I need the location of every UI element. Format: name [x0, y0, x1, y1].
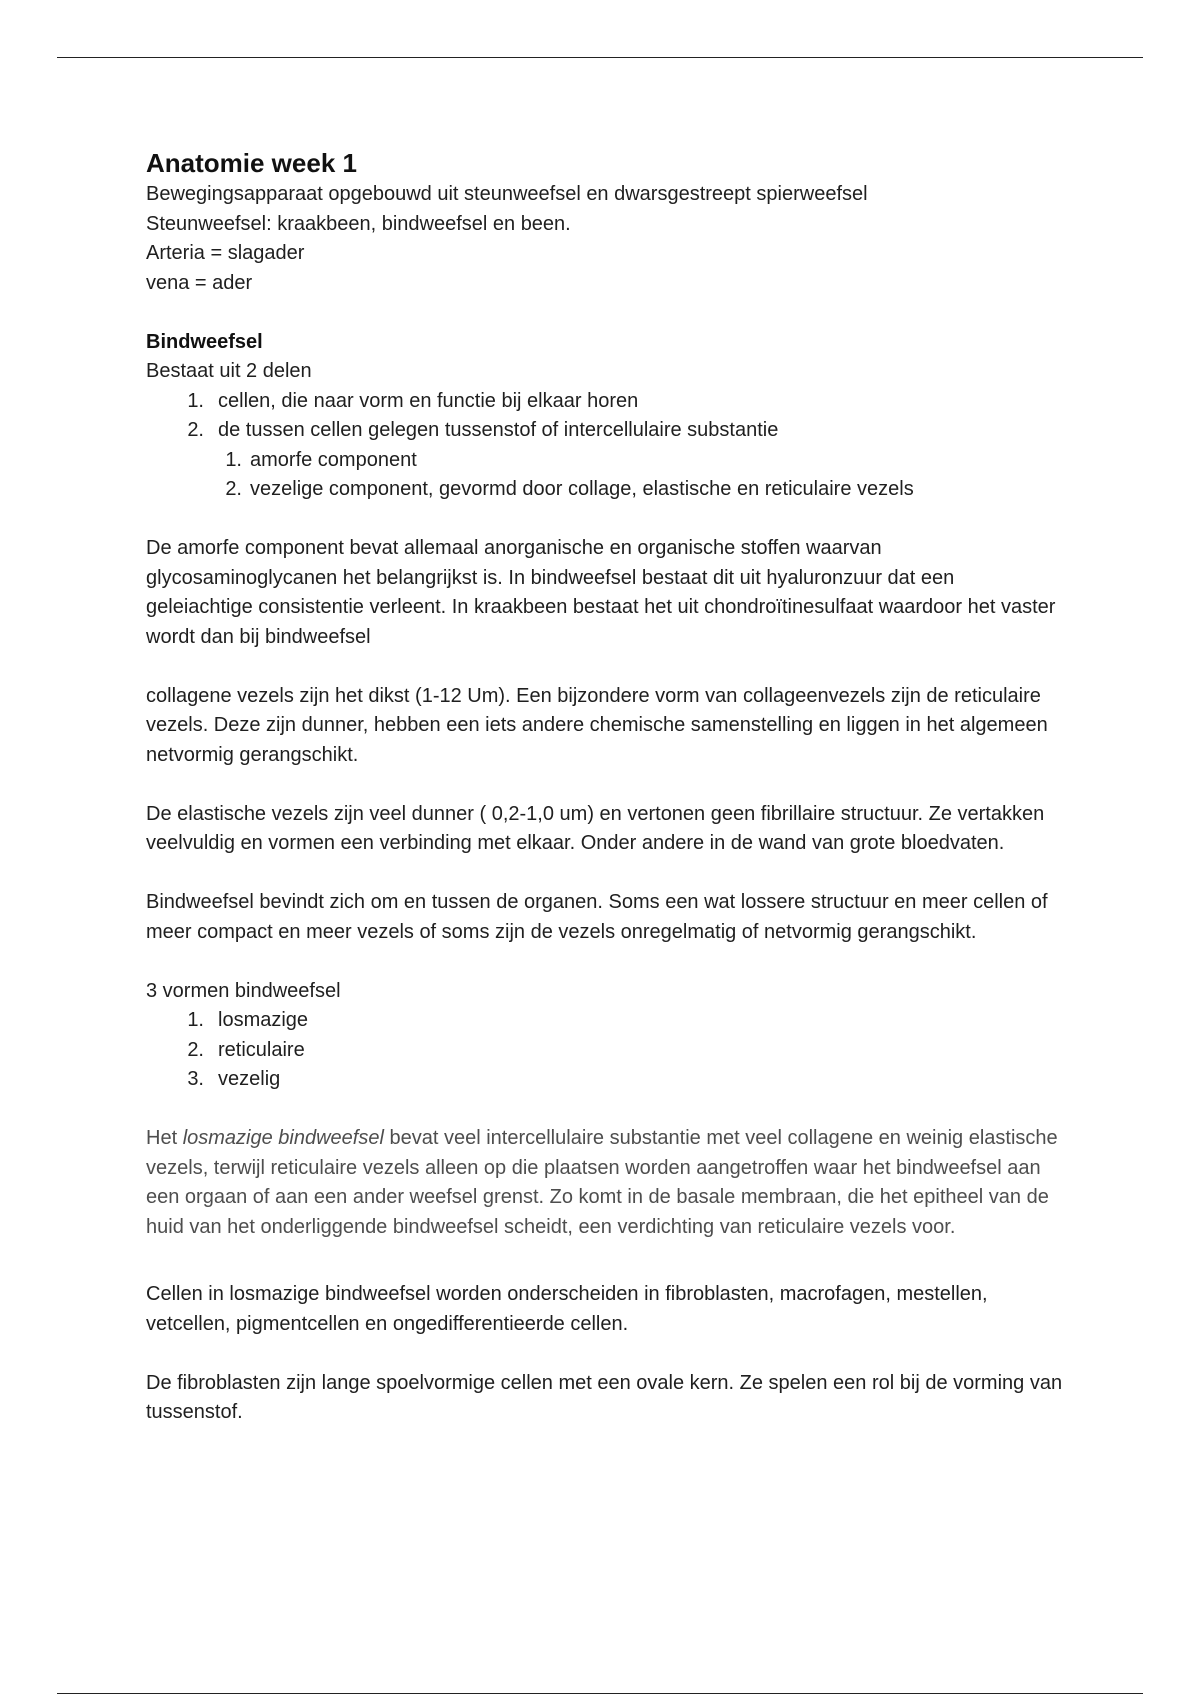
list-number: 3.: [187, 1068, 204, 1090]
list-number: 1.: [225, 448, 242, 471]
list-number: 2.: [187, 419, 204, 441]
list-item: [146, 1006, 1066, 1036]
list-item-text: de tussen cellen gelegen tussenstof of intercellulaire substantie: [218, 419, 779, 441]
top-rule: [57, 57, 1143, 58]
intro-line: Steunweefsel: kraakbeen, bindweefsel en been.: [146, 212, 571, 235]
list-item-text: reticulaire: [218, 1038, 305, 1061]
list-item: [146, 475, 1066, 505]
paragraph-bevindt: Bindweefsel bevindt zich om en tussen de organen. Soms een wat lossere structuur en meer cellen of meer compact en meer vezels of soms zijn de vezels onregelmatig of netvormig gerangschikt.: [146, 891, 1048, 943]
list-number: 1.: [187, 1009, 204, 1031]
intro-line: vena = ader: [146, 271, 253, 294]
paragraph-amorfe: De amorfe component bevat allemaal anorganische en organische stoffen waarvan glycosaminoglycanen het belangrijkst is. In bindweefsel bestaat dit uit hyaluronzuur dat een geleiachtige consistentie verleent. In kraakbeen bestaat het uit chondroïtinesulfaat waardoor het vaster wordt dan bij bindweefsel: [146, 537, 1056, 648]
paragraph-elastische: De elastische vezels zijn veel dunner ( 0,2-1,0 um) en vertonen geen fibrillaire structuur. Ze vertakken veelvuldig en vormen een verbinding met elkaar. Onder andere in de wand van grote bloedvaten.: [146, 802, 1045, 854]
section-heading: Bindweefsel: [146, 330, 263, 353]
forms-list: [146, 1006, 1066, 1095]
list-number: 2.: [187, 1038, 204, 1061]
parts-list: [146, 387, 1066, 446]
document-body: [146, 146, 1066, 1428]
subparts-list: [146, 446, 1066, 505]
list-item-text: cellen, die naar vorm en functie bij elkaar horen: [218, 389, 639, 412]
paragraph-cellen: Cellen in losmazige bindweefsel worden onderscheiden in fibroblasten, macrofagen, mestellen, vetcellen, pigmentcellen en ongedifferentieerde cellen.: [146, 1283, 988, 1335]
list-number: 1.: [187, 389, 204, 412]
bottom-rule: [57, 1693, 1143, 1694]
list-item-text: amorfe component: [250, 448, 417, 471]
list-item: [146, 416, 1066, 446]
list-item-text: vezelige component, gevormd door collage, elastische en reticulaire vezels: [250, 478, 914, 500]
list-item: [146, 1065, 1066, 1095]
paragraph-fibroblasten: De fibroblasten zijn lange spoelvormige cellen met een ovale kern. Ze spelen een rol bij de vorming van tussenstof.: [146, 1371, 1063, 1423]
list-number: 2.: [225, 478, 242, 500]
list-item-text: losmazige: [218, 1009, 309, 1031]
intro-line: Bewegingsapparaat opgebouwd uit steunweefsel en dwarsgestreept spierweefsel: [146, 183, 868, 205]
list-item: [146, 387, 1066, 417]
intro-line: Arteria = slagader: [146, 242, 305, 264]
paragraph-collagene: collagene vezels zijn het dikst (1-12 Um). Een bijzondere vorm van collageenvezels zijn de reticulaire vezels. Deze zijn dunner, hebben een iets andere chemische samenstelling en liggen in het algemeen netvormig gerangschikt.: [146, 684, 1048, 766]
paragraph-losmazig: [146, 1124, 1066, 1242]
list-item: [146, 446, 1066, 476]
consists-intro: Bestaat uit 2 delen: [146, 360, 312, 382]
list-item: [146, 1036, 1066, 1066]
page-title: Anatomie week 1: [146, 148, 357, 178]
forms-intro: 3 vormen bindweefsel: [146, 979, 341, 1002]
losmazig-emphasis: losmazige bindweefsel: [182, 1127, 384, 1149]
losmazig-rest: bevat veel intercellulaire substantie met veel collagene en weinig elastische vezels, terwijl reticulaire vezels alleen op die plaatsen worden aangetroffen waar het bindweefsel aan een orgaan of aan een ander weefsel grenst. Zo komt in de basale membraan, die het epitheel van de huid van het onderliggende bindweefsel scheidt, een verdichting van reticulaire vezels voor.: [146, 1127, 1058, 1238]
losmazig-prefix: Het: [146, 1127, 183, 1149]
list-item-text: vezelig: [218, 1068, 281, 1090]
